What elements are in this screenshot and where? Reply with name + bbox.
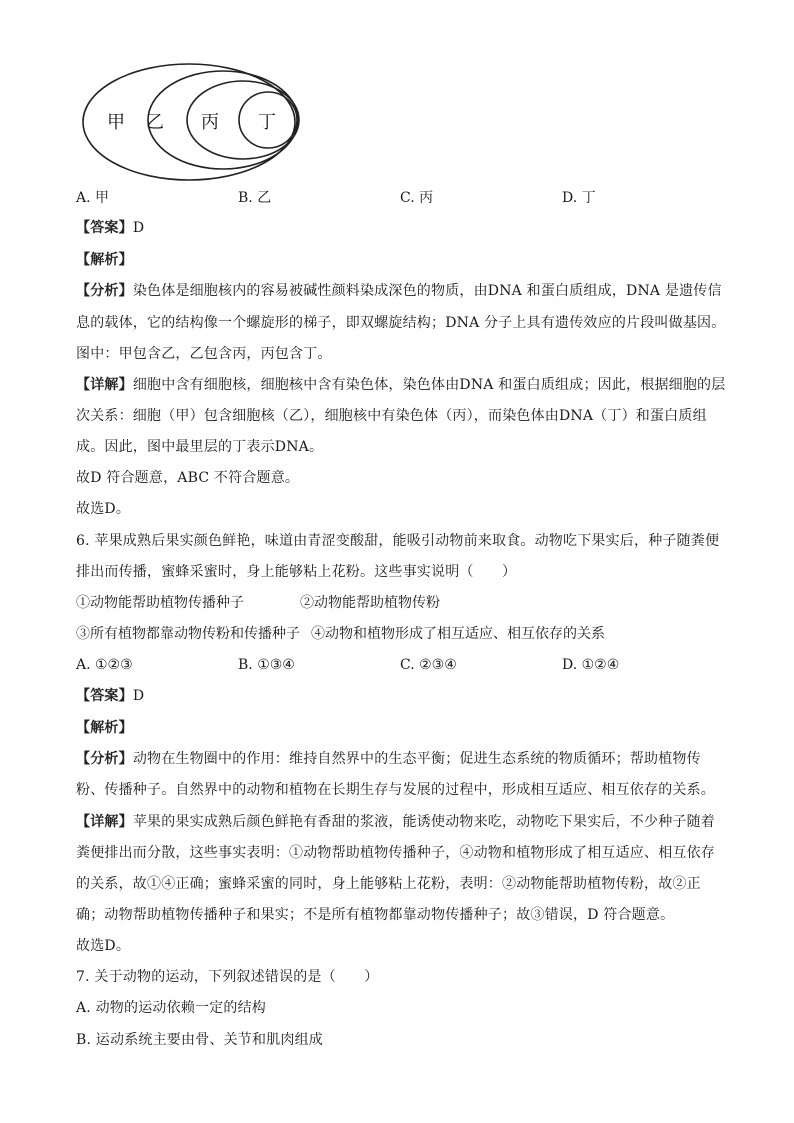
q5-analysis-label: 【解析】	[76, 252, 133, 268]
q5-option-c: C. 丙	[400, 190, 434, 206]
nested-ellipses-figure	[78, 62, 308, 187]
q5-xiangjie-line-4: 故D 符合题意，ABC 不符合题意。	[76, 470, 300, 486]
q6-option-a: A. ①②③	[76, 657, 133, 673]
q5-answer-value: D	[132, 220, 145, 236]
q6-option-b: B. ①③④	[238, 657, 295, 673]
q6-stem-line-2: 排出而传播，蜜蜂采蜜时，身上能够粘上花粉。这些事实说明（ ）	[76, 564, 517, 580]
q5-option-d: D. 丁	[562, 190, 596, 206]
q6-statement-4: ④动物和植物形成了相互适应、相互依存的关系	[311, 626, 605, 642]
q6-xiangjie-text-1: 苹果的果实成熟后颜色鲜艳有香甜的浆液，能诱使动物来吃，动物吃下果实后，不少种子随着	[132, 814, 716, 830]
q6-statement-2: ②动物能帮助植物传粉	[300, 595, 440, 611]
q6-analysis-label: 【解析】	[76, 720, 133, 736]
q6-xiangjie-line-4: 确；动物帮助植物传播种子和果实；不是所有植物都靠动物传播种子；故③错误，D 符合题意。	[76, 907, 675, 923]
q7-option-a: A. 动物的运动依赖一定的结构	[76, 1000, 267, 1016]
q6-option-c: C. ②③④	[400, 657, 457, 673]
q5-xiangjie-text-1: 细胞中含有细胞核，细胞核中含有染色体，染色体由DNA 和蛋白质组成；因此，根据细胞的层	[132, 377, 726, 393]
q5-xiangjie-line-2: 次关系：细胞（甲）包含细胞核（乙），细胞核中有染色体（丙），而染色体由DNA（丁）和蛋白质组	[76, 408, 707, 424]
q6-xiangjie-line-2: 粪便排出而分散，这些事实表明：①动物帮助植物传播种子，④动物和植物形成了相互适应、相互依存	[76, 845, 715, 861]
q6-option-d: D. ①②④	[562, 657, 620, 673]
label-jia: 甲	[107, 112, 125, 133]
label-yi: 乙	[146, 112, 164, 133]
q5-xiangjie-line-5: 故选D。	[76, 501, 131, 517]
q6-statement-3: ③所有植物都靠动物传粉和传播种子	[76, 626, 300, 642]
q6-fenxi-text-1: 动物在生物圈中的作用：维持自然界中的生态平衡；促进生态系统的物质循环；帮助植物传	[132, 751, 701, 767]
q6-answer-line	[76, 686, 144, 706]
q6-xiangjie-line-3: 的关系，故①④正确；蜜蜂采蜜的同时，身上能够粘上花粉，表明：②动物能帮助植物传粉，故②正	[76, 876, 701, 892]
q6-fenxi-line-2: 粉、传播种子。自然界中的动物和植物在长期生存与发展的过程中，形成相互适应、相互依存的关系。	[76, 782, 715, 798]
label-ding: 丁	[258, 112, 276, 133]
q6-xiangjie-line-1	[76, 812, 715, 832]
q5-option-a: A. 甲	[76, 190, 110, 206]
q5-answer-label: 【答案】	[76, 220, 133, 236]
q6-statement-1: ①动物能帮助植物传播种子	[76, 595, 244, 611]
q7-stem: 7. 关于动物的运动，下列叙述错误的是（ ）	[76, 969, 379, 985]
q6-fenxi-label: 【分析】	[76, 751, 133, 767]
q5-fenxi-line-2: 息的载体，它的结构像一个螺旋形的梯子，即双螺旋结构；DNA 分子上具有遗传效应的片段叫做基因。	[76, 315, 726, 331]
q5-option-b: B. 乙	[238, 190, 272, 206]
q6-answer-label: 【答案】	[76, 688, 133, 704]
q6-stem-line-1: 6. 苹果成熟后果实颜色鲜艳，味道由青涩变酸甜，能吸引动物前来取食。动物吃下果实后，种子随粪便	[76, 533, 720, 549]
q7-option-b: B. 运动系统主要由骨、关节和肌肉组成	[76, 1032, 323, 1048]
q5-fenxi-line-3: 图中：甲包含乙，乙包含丙，丙包含丁。	[76, 346, 332, 362]
q5-fenxi-text-1: 染色体是细胞核内的容易被碱性颜料染成深色的物质，由DNA 和蛋白质组成，DNA 是遗传信	[132, 283, 722, 299]
q6-xiangjie-line-5: 故选D。	[76, 938, 131, 954]
label-bing: 丙	[201, 112, 219, 133]
q6-xiangjie-label: 【详解】	[76, 814, 133, 830]
q6-fenxi-line-1	[76, 749, 701, 769]
q5-xiangjie-line-1	[76, 375, 725, 395]
q5-fenxi-line-1	[76, 281, 722, 301]
q6-answer-value: D	[132, 688, 145, 704]
q5-answer-line	[76, 218, 144, 238]
q5-xiangjie-line-3: 成。因此，图中最里层的丁表示DNA。	[76, 439, 324, 455]
q5-xiangjie-label: 【详解】	[76, 377, 133, 393]
q5-fenxi-label: 【分析】	[76, 283, 133, 299]
